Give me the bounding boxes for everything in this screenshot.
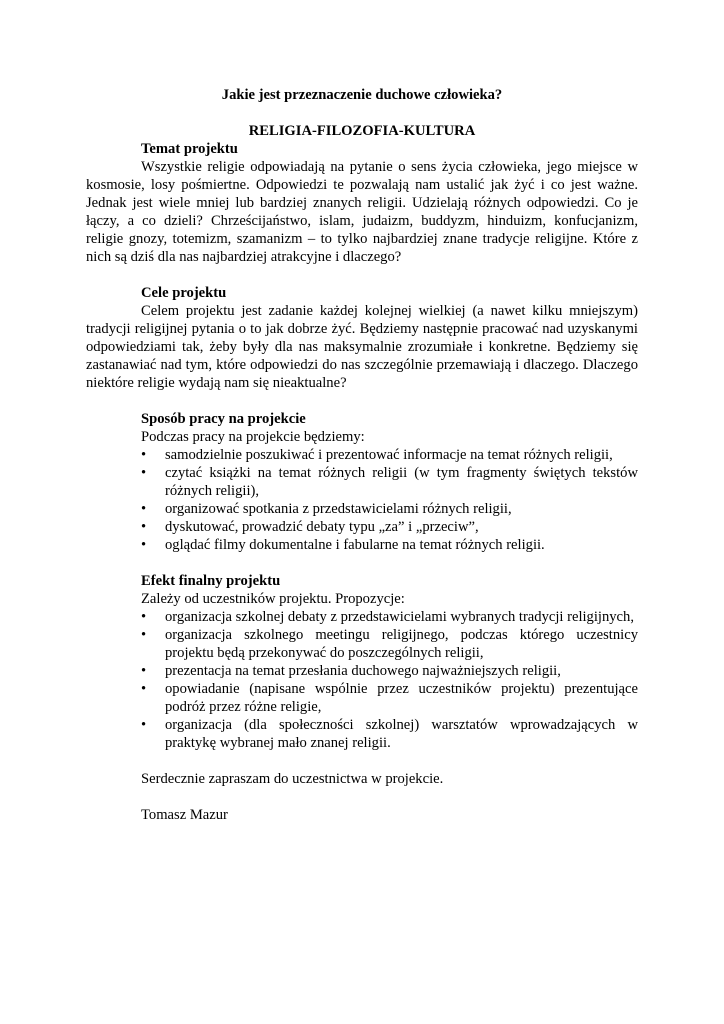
- list-item: [141, 608, 638, 626]
- list-item: [141, 446, 638, 464]
- signature: Tomasz Mazur: [141, 807, 228, 823]
- list-item: [141, 662, 638, 680]
- list-item: [141, 626, 638, 662]
- list-item-text: organizować spotkania z przedstawicielami różnych religii,: [165, 501, 512, 517]
- bullet-list: [86, 446, 638, 554]
- list-item: [141, 680, 638, 716]
- section-final-effect: [86, 572, 638, 752]
- section-paragraph: Wszystkie religie odpowiadają na pytanie o sens życia człowieka, jego miejsce w kosmosie, losy pośmiertne. Odpowiedzi te pozwalają nam ustalić jak żyć i co jest ważne. Jednak jest wiele mniej lub bardziej znanych religii. Udzielają różnych odpowiedzi. Co je łączy, a co dzieli? Chrześcijaństwo, islam, judaizm, buddyzm, hinduizm, konfucjanizm, religie gnozy, totemizm, szamanizm – to tylko najbardziej znane tradycje religijne. Które z nich są dziś dla nas najbardziej atrakcyjne i dlaczego?: [86, 159, 638, 265]
- list-item: [141, 464, 638, 500]
- list-item-text: dyskutować, prowadzić debaty typu „za” i „przeciw”,: [165, 519, 479, 535]
- section-heading: Sposób pracy na projekcie: [141, 411, 306, 427]
- bullet-icon: •: [141, 519, 147, 535]
- section-paragraph: Celem projektu jest zadanie każdej kolejnej wielkiej (a nawet kilku mniejszym) tradycji religijnej pytania o to jak dobrze żyć. Będziemy następnie pracować nad uzyskanymi odpowiedziami tak, żeby były dla nas maksymalnie zrozumiałe i konkretne. Będziemy się zastanawiać nad tym, które odpowiedzi do nas szczególnie przemawiają i dlaczego. Dlaczego niektóre religie wydają nam się nieaktualne?: [86, 303, 638, 391]
- bullet-icon: •: [141, 717, 147, 733]
- bullet-icon: •: [141, 465, 147, 481]
- list-item-text: oglądać filmy dokumentalne i fabularne na temat różnych religii.: [165, 537, 545, 553]
- bullet-icon: •: [141, 609, 147, 625]
- bullet-icon: •: [141, 681, 147, 697]
- section-heading: Temat projektu: [141, 141, 238, 157]
- bullet-list: [86, 608, 638, 752]
- list-item-text: organizacja szkolnej debaty z przedstawicielami wybranych tradycji religijnych,: [165, 609, 634, 625]
- section-heading: Efekt finalny projektu: [141, 573, 281, 589]
- document-subtitle: RELIGIA-FILOZOFIA-KULTURA: [248, 123, 476, 139]
- list-item-text: opowiadanie (napisane wspólnie przez uczestników projektu) prezentujące podróż przez różne religie,: [165, 681, 638, 715]
- bullet-icon: •: [141, 501, 147, 517]
- bullet-icon: •: [141, 627, 147, 643]
- section-goals: [86, 284, 638, 392]
- list-item-text: samodzielnie poszukiwać i prezentować informacje na temat różnych religii,: [165, 447, 613, 463]
- list-item-text: organizacja (dla społeczności szkolnej) warsztatów wprowadzających w praktykę wybranej mało znanej religii.: [165, 717, 638, 751]
- list-item: [141, 716, 638, 752]
- bullet-icon: •: [141, 447, 147, 463]
- section-intro: Podczas pracy na projekcie będziemy:: [141, 429, 365, 445]
- section-heading: Cele projektu: [141, 285, 227, 301]
- closing-line: Serdecznie zapraszam do uczestnictwa w projekcie.: [141, 771, 444, 787]
- section-topic: [86, 140, 638, 266]
- list-item-text: organizacja szkolnego meetingu religijnego, podczas którego uczestnicy projektu będą przekonywać do poszczególnych religii,: [165, 627, 638, 661]
- section-intro: Zależy od uczestników projektu. Propozycje:: [141, 591, 405, 607]
- list-item: [141, 500, 638, 518]
- list-item: [141, 536, 638, 554]
- list-item-text: czytać książki na temat różnych religii (w tym fragmenty świętych tekstów różnych religii),: [165, 465, 638, 499]
- document-title: Jakie jest przeznaczenie duchowe człowieka?: [221, 87, 503, 103]
- bullet-icon: •: [141, 537, 147, 553]
- list-item: [141, 518, 638, 536]
- section-method: [86, 410, 638, 554]
- bullet-icon: •: [141, 663, 147, 679]
- list-item-text: prezentacja na temat przesłania duchowego najważniejszych religii,: [165, 663, 561, 679]
